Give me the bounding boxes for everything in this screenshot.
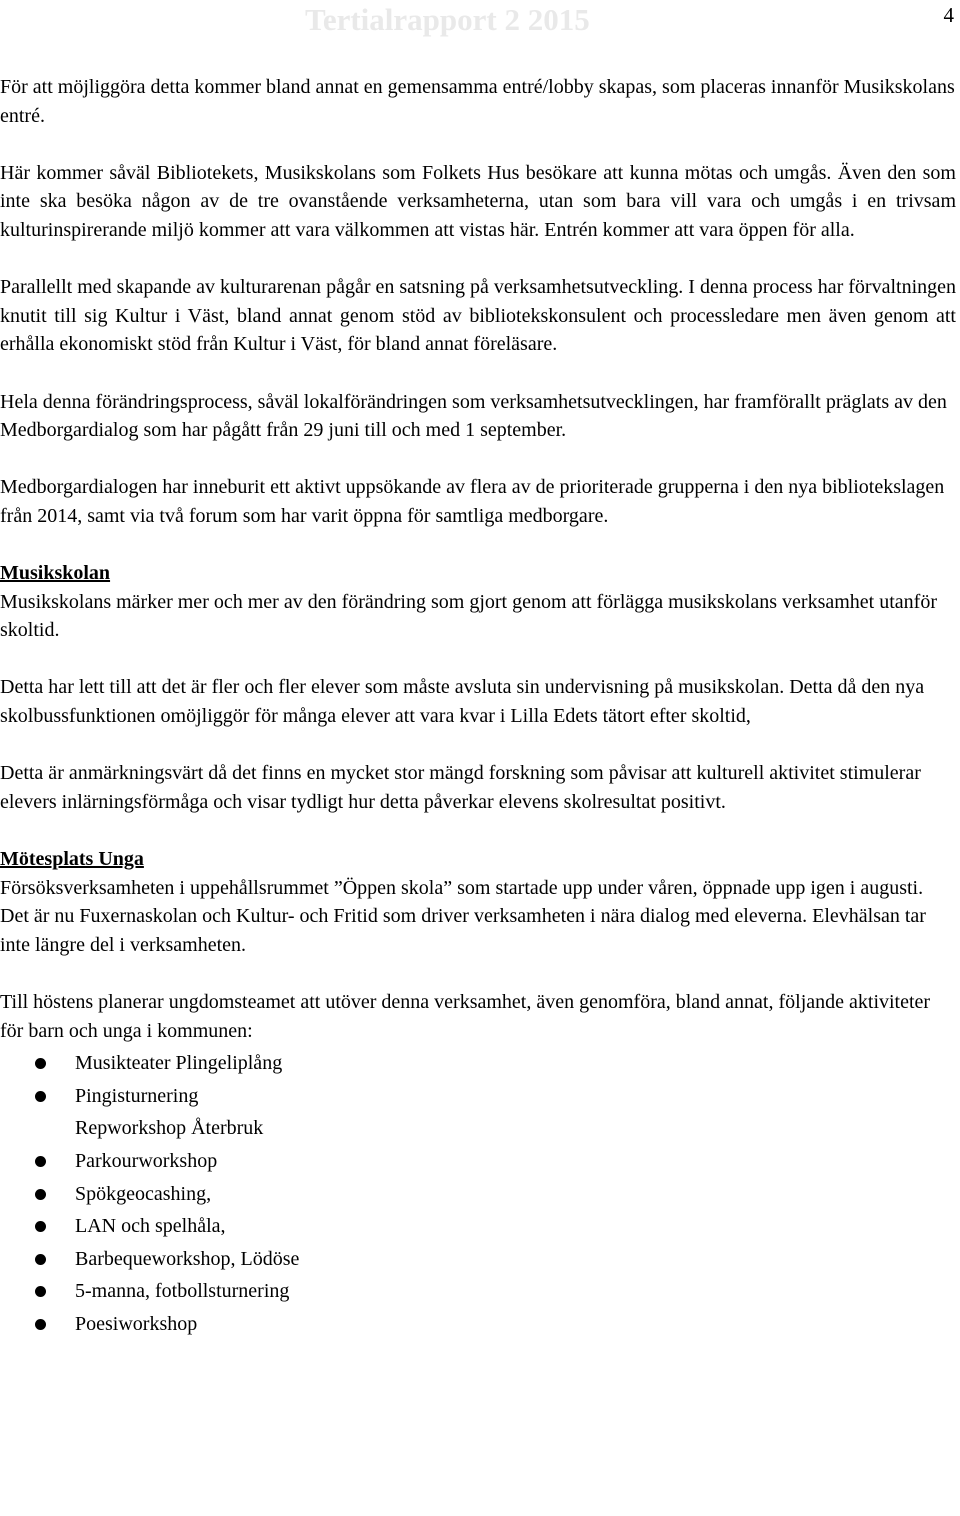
paragraph-development: Parallellt med skapande av kulturarenan pågår en satsning på verksamhetsutveckling. I denna process har förvaltningen knutit till sig Kultur i Väst, bland annat genom stöd av bibliotekskonsulent och processledare men även genom att erhålla ekonomiskt stöd från Kultur i Väst, för bland annat föreläsare.: [0, 276, 956, 356]
list-item: [0, 1112, 956, 1145]
paragraph-meeting-place: Här kommer såväl Bibliotekets, Musikskolans som Folkets Hus besökare att kunna mötas och umgås. Även den som inte ska besöka någon av de tre ovanstående verksamheterna, utan som bara vill vara och umgås i en trivsam kulturinspirerande miljö kommer att vara välkommen att vistas här. Entrén kommer att vara öppen för alla.: [0, 161, 956, 241]
paragraph-entrance: För att möjliggöra detta kommer bland annat en gemensamma entré/lobby skapas, som placeras innanför Musikskolans entré.: [0, 76, 955, 127]
list-item: [0, 1243, 956, 1276]
section-musikskolan: [0, 559, 956, 816]
bullet-icon: [35, 1254, 46, 1265]
paragraph-musikskolan-3: Detta är anmärkningsvärt då det finns en mycket stor mängd forskning som påvisar att kulturell aktivitet stimulerar elevers inlärningsförmåga och visar tydligt hur detta påverkar elevens skolresultat positivt.: [0, 762, 921, 813]
bullet-icon: [35, 1156, 46, 1167]
bullet-icon: [35, 1189, 46, 1200]
paragraph-motesplats-1: Försöksverksamheten i uppehållsrummet ”Öppen skola” som startade upp under våren, öppnade upp igen i augusti. Det är nu Fuxernaskolan och Kultur- och Fritid som driver verksamheten i nära dialog med eleverna. Elevhälsan tar inte längre del i verksamheten.: [0, 876, 926, 956]
list-item: [0, 1080, 956, 1113]
list-item-text: Parkourworkshop: [75, 1149, 218, 1172]
page-number: 4: [943, 3, 954, 27]
list-item: [0, 1145, 956, 1178]
list-item-text: Pingisturnering: [75, 1084, 199, 1107]
paragraph-musikskolan-1: Musikskolans märker mer och mer av den förändring som gjort genom att förlägga musikskolans verksamhet utanför skoltid.: [0, 590, 937, 642]
page-header: [0, 0, 960, 44]
list-item-text: LAN och spelhåla,: [75, 1215, 226, 1238]
list-item: [0, 1047, 956, 1080]
list-item-text: Musikteater Plingeliplång: [75, 1052, 283, 1075]
bullet-icon: [35, 1058, 46, 1069]
section-heading-motesplats-unga: Mötesplats Unga: [0, 848, 144, 871]
paragraph-motesplats-2: Till höstens planerar ungdomsteamet att utöver denna verksamhet, även genomföra, bland annat, följande aktiviteter för barn och unga i kommunen:: [0, 991, 931, 1042]
bullet-icon: [35, 1319, 46, 1330]
paragraph-change-process: Hela denna förändringsprocess, såväl lokalförändringen som verksamhetsutvecklingen, har framförallt präglats av den Medborgardialog som har pågått från 29 juni till och med 1 september.: [0, 390, 947, 442]
paragraph-citizen-dialogue: Medborgardialogen har inneburit ett aktivt uppsökande av flera av de prioriterade grupperna i den nya bibliotekslagen från 2014, samt via två forum som har varit öppna för samtliga medborgare.: [0, 476, 945, 527]
section-motesplats-unga: [0, 845, 956, 1341]
paragraph-musikskolan-2: Detta har lett till att det är fler och fler elever som måste avsluta sin undervisning på musikskolan. Detta då den nya skolbussfunktionen omöjliggör för många elever att vara kvar i Lilla Edets tätort efter skoltid,: [0, 676, 925, 728]
section-heading-musikskolan: Musikskolan: [0, 562, 111, 585]
list-item: [0, 1308, 956, 1341]
list-item-text: Spökgeocashing,: [75, 1182, 212, 1205]
list-item-text: Repworkshop Återbruk: [75, 1117, 264, 1140]
list-item: [0, 1210, 956, 1243]
bullet-icon: [35, 1286, 46, 1297]
list-item-text: 5-manna, fotbollsturnering: [75, 1280, 290, 1303]
activity-list: [0, 1047, 956, 1340]
list-item-text: Poesiworkshop: [75, 1312, 198, 1335]
document-body: [0, 73, 956, 1341]
report-title: Tertialrapport 2 2015: [305, 2, 590, 37]
list-item-text: Barbequeworkshop, Lödöse: [75, 1247, 300, 1270]
bullet-icon: [35, 1221, 46, 1232]
bullet-icon: [35, 1091, 46, 1102]
list-item: [0, 1275, 956, 1308]
list-item: [0, 1178, 956, 1211]
